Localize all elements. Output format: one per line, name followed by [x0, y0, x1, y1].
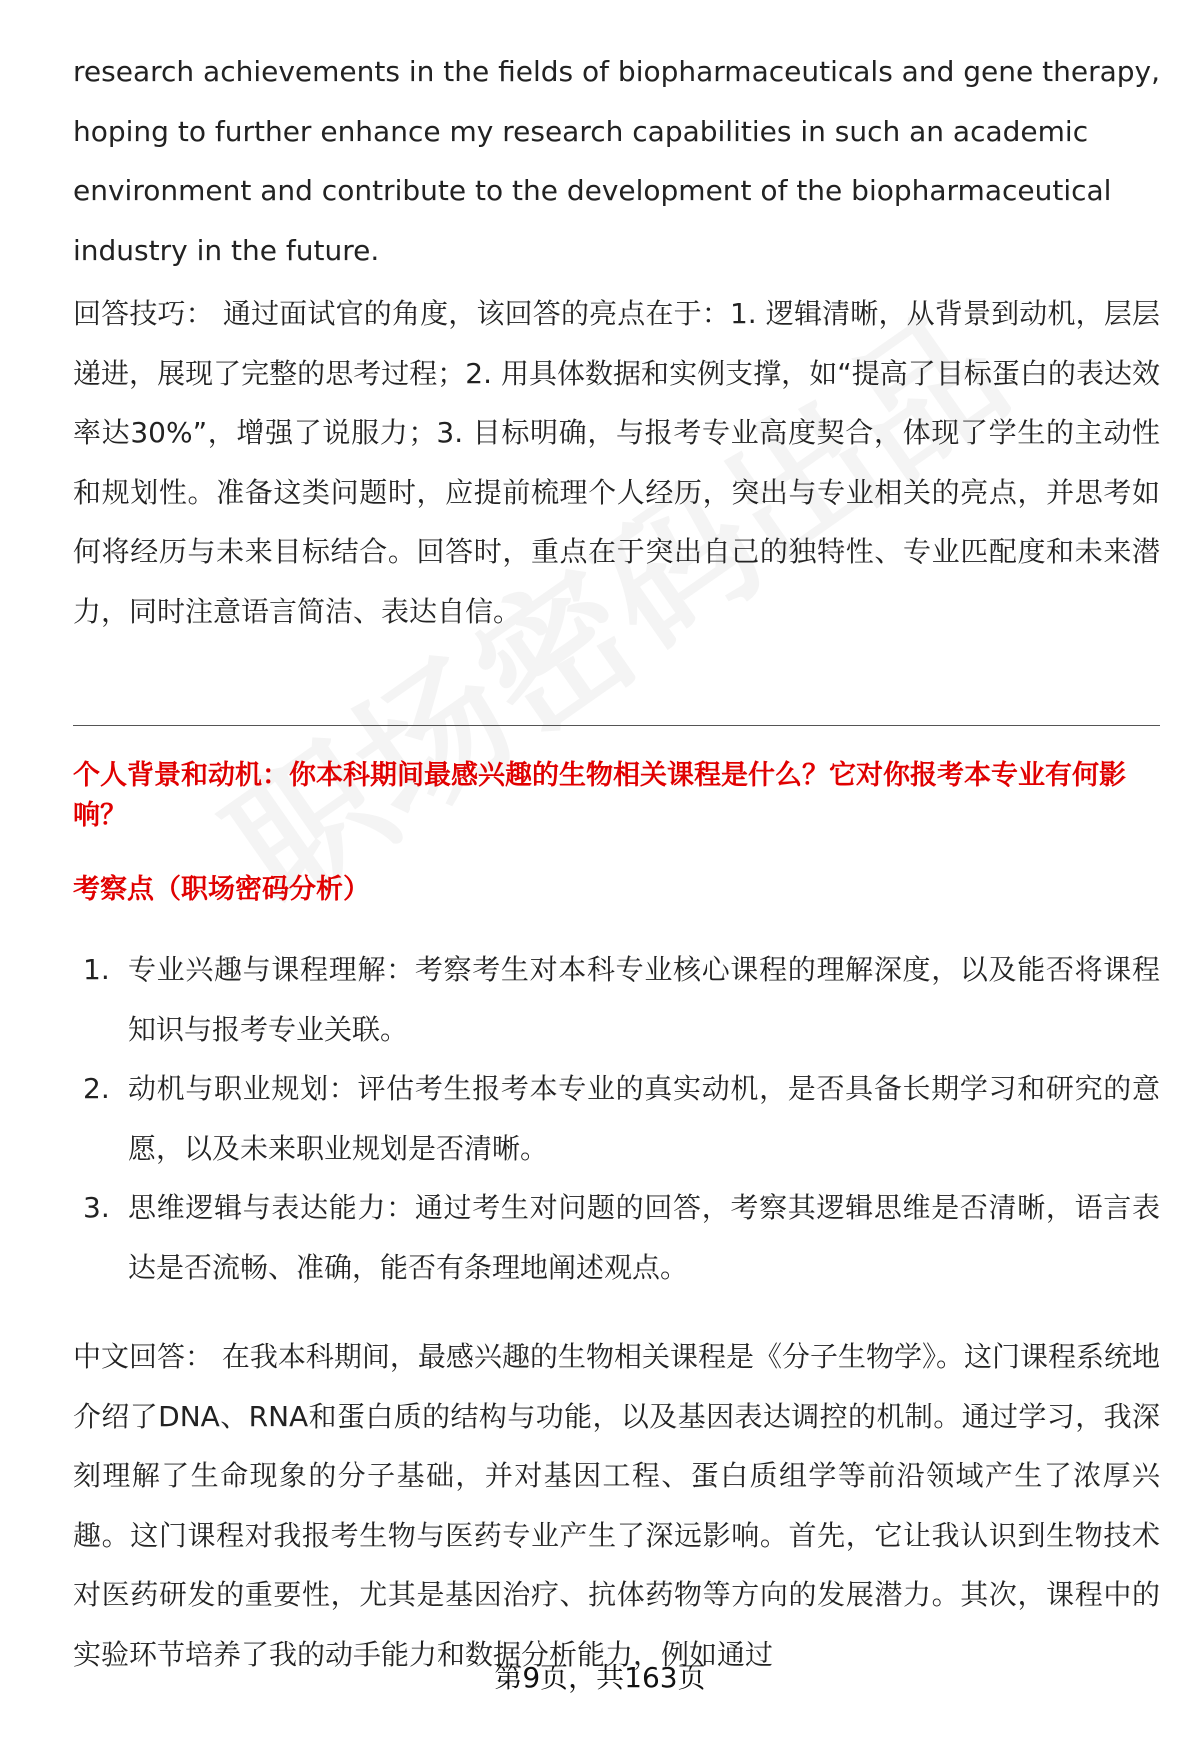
list-item — [73, 1178, 1160, 1297]
list-item-text: 专业兴趣与课程理解：考察考生对本科专业核心课程的理解深度，以及能否将课程知识与报考专业关联。 — [128, 953, 1160, 1046]
list-item — [73, 940, 1160, 1059]
list-item — [73, 1059, 1160, 1178]
list-item-text: 动机与职业规划：评估考生报考本专业的真实动机，是否具备长期学习和研究的意愿，以及未来职业规划是否清晰。 — [128, 1072, 1160, 1165]
intro-paragraph: research achievements in the fields of biopharmaceuticals and gene therapy, hoping to further enhance my research capabilities in such an academic environment and contribute to the development of the biopharmaceutical industry in the future. — [73, 55, 1160, 267]
focus-heading: 考察点（职场密码分析） — [73, 874, 370, 905]
answer-paragraph: 中文回答： 在我本科期间，最感兴趣的生物相关课程是《分子生物学》。这门课程系统地介绍了DNA、RNA和蛋白质的结构与功能，以及基因表达调控的机制。通过学习，我深刻理解了生命现象的分子基础，并对基因工程、蛋白质组学等前沿领域产生了浓厚兴趣。这门课程对我报考生物与医药专业产生了深远影响。首先，它让我认识到生物技术对医药研发的重要性，尤其是基因治疗、抗体药物等方向的发展潜力。其次，课程中的实验环节培养了我的动手能力和数据分析能力，例如通过 — [73, 1340, 1160, 1671]
section-divider — [73, 725, 1160, 726]
question-heading: 个人背景和动机：你本科期间最感兴趣的生物相关课程是什么？它对你报考本专业有何影响？ — [73, 760, 1126, 831]
tips-paragraph: 回答技巧： 通过面试官的角度，该回答的亮点在于：1. 逻辑清晰，从背景到动机，层层递进，展现了完整的思考过程；2. 用具体数据和实例支撑，如“提高了目标蛋白的表达效率达30%”，增强了说服力；3. 目标明确，与报考专业高度契合，体现了学生的主动性和规划性。准备这类问题时，应提前梳理个人经历，突出与专业相关的亮点，并思考如何将经历与未来目标结合。回答时，重点在于突出自己的独特性、专业匹配度和未来潜力，同时注意语言简洁、表达自信。 — [73, 297, 1160, 628]
list-item-number: 1. — [83, 953, 110, 986]
focus-list — [73, 940, 1160, 1297]
list-item-number: 2. — [83, 1072, 110, 1105]
list-item-number: 3. — [83, 1191, 110, 1224]
page-footer: 第9页，共163页 — [494, 1661, 706, 1694]
list-item-text: 思维逻辑与表达能力：通过考生对问题的回答，考察其逻辑思维是否清晰，语言表达是否流畅、准确，能否有条理地阐述观点。 — [128, 1191, 1160, 1284]
